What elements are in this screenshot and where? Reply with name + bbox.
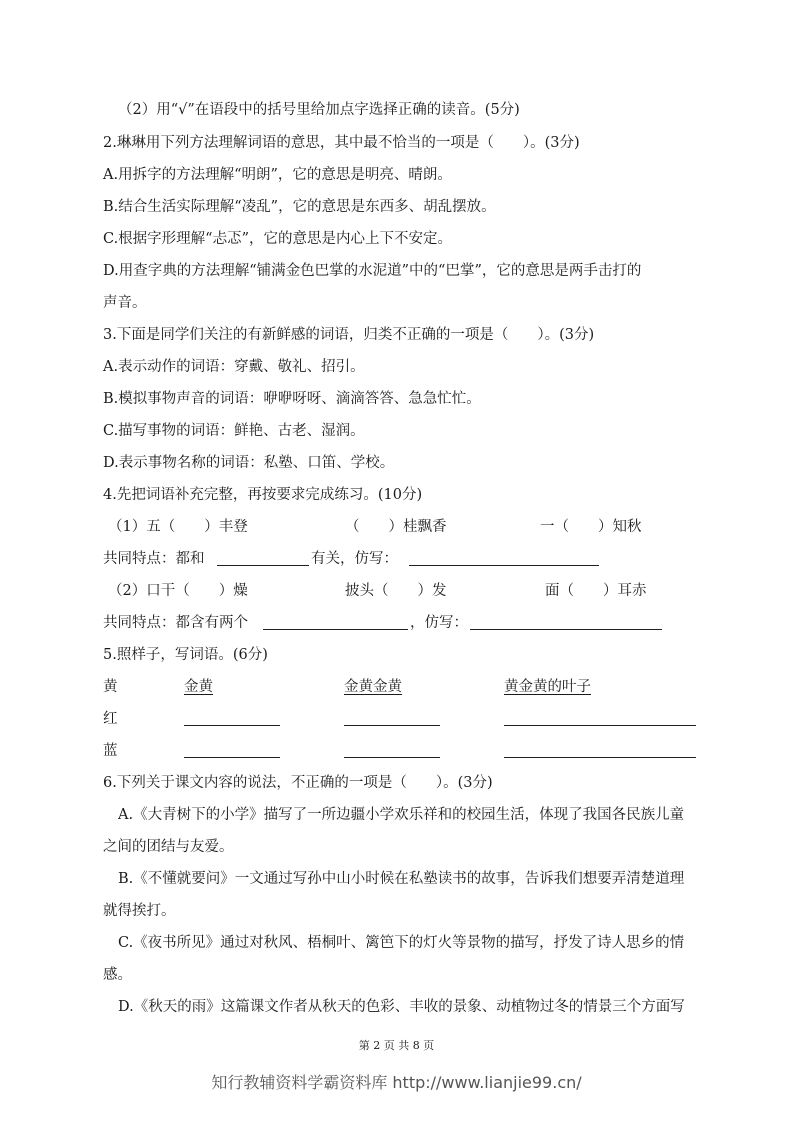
watermark-link[interactable]: 知行教辅资料学霸资料库 http://www.lianjie99.cn/: [211, 1073, 582, 1092]
q5-row-char: 蓝: [103, 743, 118, 759]
idiom-1a: （1）五（ ）丰登: [108, 519, 248, 535]
page-number: 第 2 页 共 8 页: [358, 1039, 435, 1052]
answer-blank: [263, 629, 408, 630]
idiom-2b: 披头（ ）发: [345, 583, 447, 599]
answer-blank: [217, 565, 309, 566]
answer-blank: [504, 757, 696, 758]
question-2-option-c: C.根据字形理解“忐忑”，它的意思是内心上下不安定。: [103, 231, 453, 247]
question-2-option-d-line1: D.用查字典的方法理解“铺满金色巴掌的水泥道”中的“巴掌”，它的意思是两手击打的: [103, 263, 642, 279]
question-2-option-a: A.用拆字的方法理解“明朗”，它的意思是明亮、晴朗。: [103, 167, 452, 183]
question-6-stem: 6.下列关于课文内容的说法，不正确的一项是（ ）。(3分): [103, 775, 493, 791]
idiom-2a: （2）口干（ ）燥: [108, 583, 248, 599]
q5-row-char: 黄: [103, 679, 118, 695]
common-feature-2-label: 共同特点：都含有两个: [103, 615, 248, 631]
question-6-option-c-line1: C.《夜书所见》通过对秋风、梧桐叶、篱笆下的灯火等景物的描写，抒发了诗人思乡的情: [118, 935, 685, 951]
idiom-2c: 面（ ）耳赤: [545, 583, 647, 599]
answer-blank: [470, 629, 662, 630]
q5-example: 金黄金黄: [344, 679, 402, 695]
question-2-option-d-line2: 声音。: [103, 295, 147, 311]
subquestion-2-instruction: （2）用“√”在语段中的括号里给加点字选择正确的读音。(5分): [118, 102, 520, 118]
answer-blank: [184, 757, 280, 758]
question-2-option-b: B.结合生活实际理解“凌乱”，它的意思是东西多、胡乱摆放。: [103, 199, 496, 215]
question-3-option-a: A.表示动作的词语：穿戴、敬礼、招引。: [103, 359, 365, 375]
answer-blank: [409, 565, 599, 566]
question-6-option-a-line1: A.《大青树下的小学》描写了一所边疆小学欢乐祥和的校园生活，体现了我国各民族儿童: [118, 807, 685, 823]
idiom-1c: 一（ ）知秋: [540, 519, 642, 535]
question-3-option-b: B.模拟事物声音的词语：咿咿呀呀、滴滴答答、急急忙忙。: [103, 391, 481, 407]
question-4-stem: 4.先把词语补充完整，再按要求完成练习。(10分): [103, 487, 423, 503]
question-5-stem: 5.照样子，写词语。(6分): [103, 647, 268, 663]
answer-blank: [344, 757, 440, 758]
question-6-option-c-line2: 感。: [103, 967, 132, 983]
common-feature-2-suffix: ，仿写：: [410, 615, 468, 631]
q5-example: 黄金黄的叶子: [504, 679, 591, 695]
common-feature-1-suffix: 有关，仿写：: [311, 551, 398, 567]
idiom-1b: （ ）桂飘香: [345, 519, 447, 535]
question-3-stem: 3.下面是同学们关注的有新鲜感的词语，归类不正确的一项是（ ）。(3分): [103, 327, 595, 343]
question-6-option-a-line2: 之间的团结与友爱。: [103, 839, 234, 855]
q5-example: 金黄: [184, 679, 213, 695]
question-2-stem: 2.琳琳用下列方法理解词语的意思，其中最不恰当的一项是（ ）。(3分): [103, 135, 580, 151]
common-feature-1-label: 共同特点：都和: [103, 551, 205, 567]
question-3-option-d: D.表示事物名称的词语：私塾、口笛、学校。: [103, 455, 395, 471]
answer-blank: [184, 725, 280, 726]
question-6-option-d-line1: D.《秋天的雨》这篇课文作者从秋天的色彩、丰收的景象、动植物过冬的情景三个方面写: [118, 999, 685, 1015]
answer-blank: [504, 725, 696, 726]
answer-blank: [344, 725, 440, 726]
question-3-option-c: C.描写事物的词语：鲜艳、古老、湿润。: [103, 423, 365, 439]
question-6-option-b-line1: B.《不懂就要问》一文通过写孙中山小时候在私塾读书的故事，告诉我们想要弄清楚道理: [118, 871, 685, 887]
question-6-option-b-line2: 就得挨打。: [103, 903, 176, 919]
q5-row-char: 红: [103, 711, 118, 727]
